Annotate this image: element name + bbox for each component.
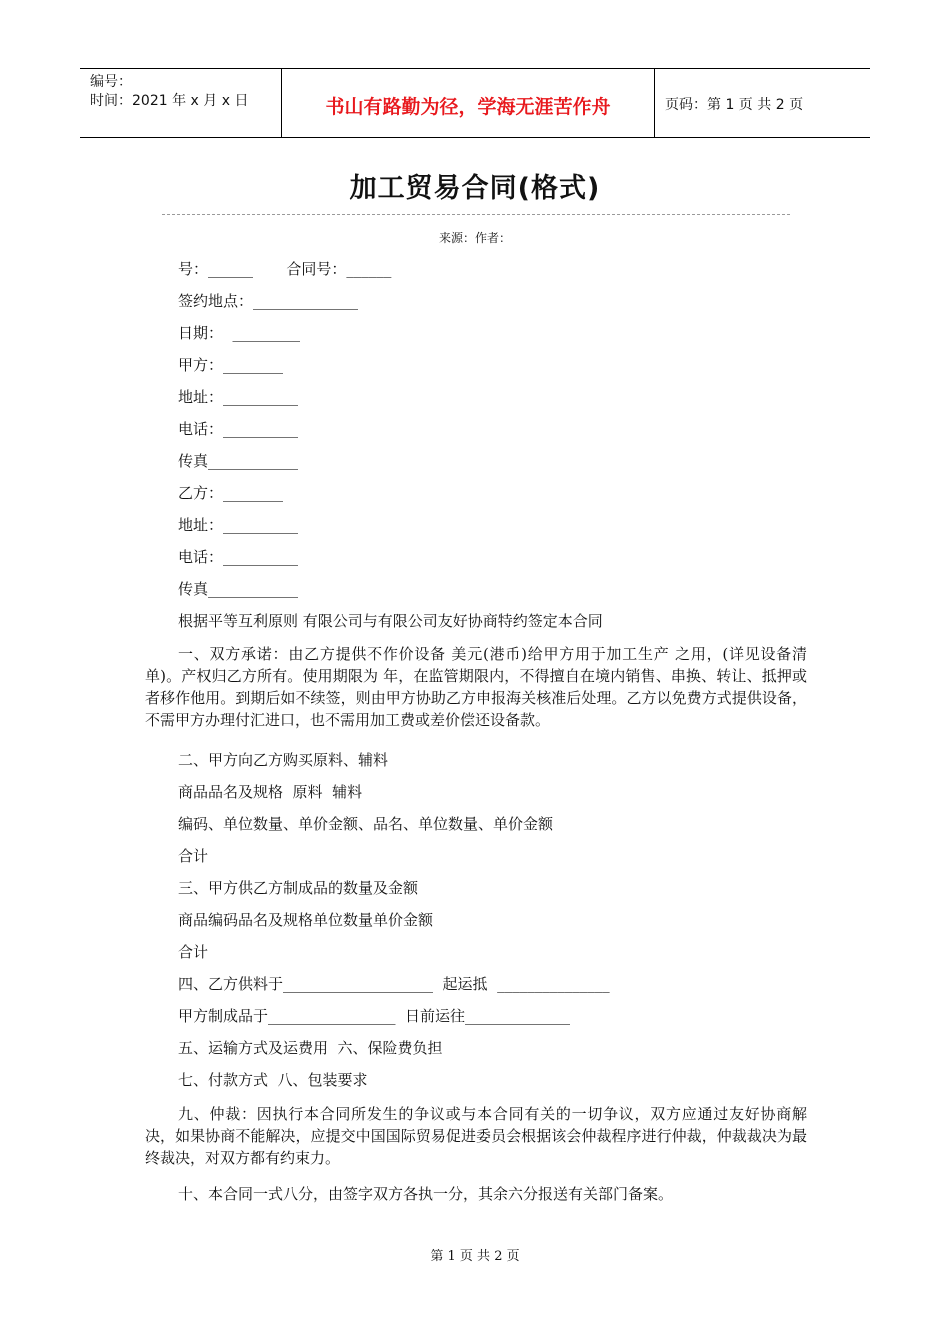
field-line: 签约地点：______________ <box>178 292 359 310</box>
field-line: 传真____________ <box>178 452 299 470</box>
clause-line: 甲方制成品于_________________ 日前运往______________ <box>178 1007 571 1025</box>
field-line: 乙方：________ <box>178 484 284 502</box>
clause-line: 商品品名及规格 原料 辅料 <box>178 783 363 801</box>
field-line: 日期： _________ <box>178 324 301 342</box>
preamble: 根据平等互利原则 有限公司与有限公司友好协商特约签定本合同 <box>178 612 603 630</box>
page-footer: 第 1 页 共 2 页 <box>430 1249 520 1264</box>
field-line: 地址：__________ <box>178 388 299 406</box>
clause-line: 四、乙方供料于____________________ 起运抵 _______________ <box>178 975 610 993</box>
field-line: 号：______ 合同号：______ <box>178 260 392 278</box>
field-line: 甲方：________ <box>178 356 284 374</box>
clause-line: 七、付款方式 八、包装要求 <box>178 1071 368 1089</box>
clause-9: 九、仲裁：因执行本合同所发生的争议或与本合同有关的一切争议，双方应通过友好协商解决，如果协商不能解决，应提交中国国际贸易促进委员会根据该会仲裁程序进行仲裁，仲裁裁决为最终裁决，对双方都有约束力。 <box>145 1105 807 1167</box>
title-divider <box>162 214 790 215</box>
clause-line: 二、甲方向乙方购买原料、辅料 <box>178 751 389 769</box>
document-title: 加工贸易合同(格式) <box>349 173 601 204</box>
number-label: 编号： <box>90 74 132 90</box>
document-source: 来源：作者： <box>438 231 511 245</box>
header-motto: 书山有路勤为径，学海无涯苦作舟 <box>282 69 655 137</box>
clause-1: 一、双方承诺：由乙方提供不作价设备 美元(港币)给甲方用于加工生产 之用，(详见设备清单)。产权归乙方所有。使用期限为 年，在监管期限内，不得擅自在境内销售、串换、转让、抵押或者移作他用。到期后如不续签，则由甲方协助乙方申报海关核准后处理。乙方以免费方式提供设备，不需甲方办理付汇进口，也不需用加工费或差价偿还设备款。 <box>145 645 807 729</box>
clause-10: 十、本合同一式八分，由签字双方各执一分，其余六分报送有关部门备案。 <box>178 1185 674 1203</box>
field-line: 电话：__________ <box>178 420 299 438</box>
field-line: 传真____________ <box>178 580 299 598</box>
clause-line: 三、甲方供乙方制成品的数量及金额 <box>178 879 419 897</box>
clause-line: 合计 <box>178 943 209 961</box>
header-meta <box>80 69 282 137</box>
field-line: 电话：__________ <box>178 548 299 566</box>
clause-line: 商品编码品名及规格单位数量单价金额 <box>178 911 434 929</box>
field-line: 地址：__________ <box>178 516 299 534</box>
clause-line: 合计 <box>178 847 209 865</box>
time-label: 时间：2021 年 x 月 x 日 <box>90 93 249 109</box>
header-table <box>80 68 870 138</box>
clause-line: 编码、单位数量、单价金额、品名、单位数量、单价金额 <box>178 815 554 833</box>
clause-line: 五、运输方式及运费用 六、保险费负担 <box>178 1039 443 1057</box>
header-page-info: 页码：第 1 页 共 2 页 <box>665 97 804 113</box>
